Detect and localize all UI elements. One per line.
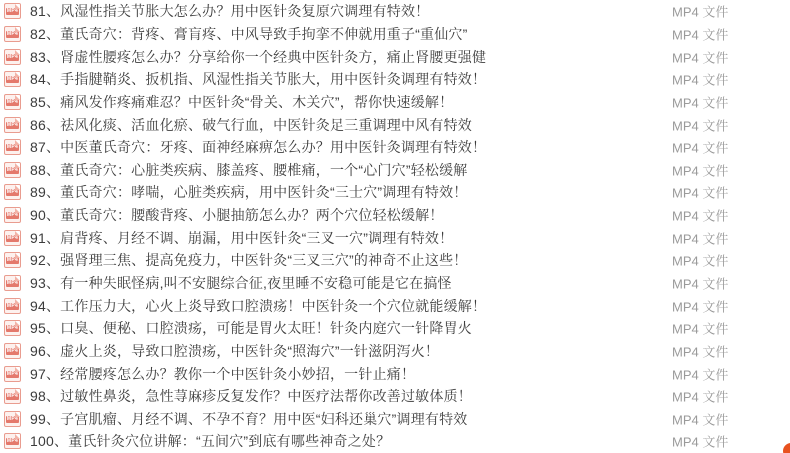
file-title[interactable]: 83、肾虚性腰疼怎么办？分享给你一个经典中医针灸方，痛止肾腰更强健 (30, 48, 487, 65)
file-type-label: MP4 文件 (672, 231, 729, 247)
file-title[interactable]: 85、痛风发作疼痛难忍？中医针灸“骨关、木关穴”，帮你快速缓解！ (30, 93, 454, 110)
mp4-file-icon (4, 162, 21, 178)
mp4-file-icon (4, 343, 21, 359)
mp4-file-icon (4, 388, 21, 404)
file-title[interactable]: 96、虚火上炎，导致口腔溃疡，中医针灸“照海穴”一针滋阴泻火！ (30, 342, 440, 359)
folded-corner (15, 367, 20, 372)
list-item[interactable] (0, 317, 790, 340)
mp4-file-icon (4, 252, 21, 268)
folded-corner (15, 412, 20, 417)
file-type-label: MP4 文件 (672, 185, 729, 201)
mp4-icon-badge: MP4 (6, 121, 19, 128)
mp4-icon-badge: MP4 (6, 280, 19, 286)
file-title[interactable]: 98、过敏性鼻炎，急性荨麻疹反复发作？中医疗法帮你改善过敏体质！ (30, 388, 472, 405)
mp4-icon-badge: MP4 (6, 438, 19, 445)
mp4-icon-badge: MP4 (6, 212, 19, 219)
file-type-label: MP4 文件 (672, 118, 729, 134)
list-item[interactable] (0, 158, 790, 181)
file-title[interactable]: 87、中医董氏奇穴：牙疼、面神经麻痹怎么办？用中医针灸调理有特效！ (30, 139, 487, 156)
mp4-file-icon (4, 3, 21, 19)
folded-corner (15, 72, 20, 77)
file-title[interactable]: 99、子宫肌瘤、月经不调、不孕不育？用中医“妇科还巢穴”调理有特效 (30, 410, 468, 427)
file-type-label: MP4 文件 (672, 299, 729, 315)
file-title[interactable]: 92、强肾理三焦、提高免疫力，中医针灸“三叉三穴”的神奇不止这些！ (30, 252, 468, 269)
mp4-icon-badge: MP4 (6, 76, 19, 83)
file-title[interactable]: 97、经常腰疼怎么办？教你一个中医针灸小妙招，一针止痛！ (30, 365, 416, 382)
mp4-file-icon (4, 117, 21, 133)
list-item[interactable] (0, 340, 790, 363)
list-item[interactable] (0, 294, 790, 317)
folded-corner (15, 389, 20, 394)
file-type-label: MP4 文件 (672, 253, 729, 269)
list-item[interactable] (0, 408, 790, 431)
list-item[interactable] (0, 385, 790, 408)
mp4-file-icon (4, 433, 21, 449)
file-title[interactable]: 95、口臭、便秘、口腔溃疡，可能是胃火太旺！针灸内庭穴一针降胃火 (30, 320, 472, 337)
mp4-icon-badge: MP4 (6, 393, 19, 400)
file-type-label: MP4 文件 (672, 4, 729, 20)
folded-corner (15, 321, 20, 326)
list-item[interactable] (0, 136, 790, 159)
mp4-icon-badge: MP4 (6, 166, 19, 173)
mp4-file-icon (4, 26, 21, 42)
folded-corner (15, 95, 20, 100)
file-type-label: MP4 文件 (672, 95, 729, 111)
file-title[interactable]: 100、董氏针灸穴位讲解：“五间穴”到底有哪些神奇之处？ (30, 433, 391, 450)
list-item[interactable] (0, 430, 790, 453)
folded-corner (15, 140, 20, 145)
file-title[interactable]: 86、祛风化痰、活血化瘀、破气行血，中医针灸足三重调理中风有特效 (30, 116, 472, 133)
list-item[interactable] (0, 91, 790, 114)
mp4-icon-badge: MP4 (6, 189, 19, 196)
folded-corner (15, 118, 20, 123)
file-title[interactable]: 88、董氏奇穴：心脏类疾病、膝盖疼、腰椎痛，一个“心门穴”轻松缓解 (30, 161, 468, 178)
folded-corner (15, 344, 20, 349)
mp4-icon-badge: MP4 (6, 257, 19, 264)
list-item[interactable] (0, 362, 790, 385)
mp4-icon-badge: MP4 (6, 234, 19, 241)
list-item[interactable] (0, 23, 790, 46)
mp4-icon-badge: MP4 (6, 30, 19, 37)
mp4-icon-badge: MP4 (6, 370, 19, 377)
mp4-file-icon (4, 275, 21, 291)
file-type-label: MP4 文件 (672, 276, 729, 292)
file-type-label: MP4 文件 (672, 208, 729, 224)
mp4-icon-badge: MP4 (6, 53, 19, 60)
mp4-file-icon (4, 411, 21, 427)
mp4-file-icon (4, 49, 21, 65)
mp4-icon-badge: MP4 (6, 415, 19, 422)
file-type-label: MP4 文件 (672, 27, 729, 43)
mp4-icon-badge: MP4 (6, 8, 19, 15)
file-title[interactable]: 94、工作压力大，心火上炎导致口腔溃疡！中医针灸一个穴位就能缓解！ (30, 297, 487, 314)
file-type-label: MP4 文件 (672, 412, 729, 428)
mp4-file-icon (4, 320, 21, 336)
mp4-file-icon (4, 230, 21, 246)
file-title[interactable]: 81、风湿性指关节胀大怎么办？用中医针灸复原穴调理有特效！ (30, 3, 430, 20)
folded-corner (15, 231, 20, 236)
list-item[interactable] (0, 226, 790, 249)
mp4-file-icon (4, 366, 21, 382)
file-type-label: MP4 文件 (672, 50, 729, 66)
folded-corner (15, 163, 20, 168)
list-item[interactable] (0, 204, 790, 227)
file-title[interactable]: 82、董氏奇穴：背疼、膏肓疼、中风导致手拘挛不伸就用重子“重仙穴” (30, 25, 468, 42)
mp4-icon-badge: MP4 (6, 302, 19, 309)
file-title[interactable]: 89、董氏奇穴：哮喘，心脏类疾病，用中医针灸“三士穴”调理有特效！ (30, 184, 468, 201)
list-item[interactable] (0, 113, 790, 136)
folded-corner (15, 208, 20, 213)
folded-corner (15, 276, 20, 281)
folded-corner (15, 299, 20, 304)
folded-corner (15, 50, 20, 55)
file-type-label: MP4 文件 (672, 140, 729, 156)
file-title[interactable]: 93、有一种失眠怪病,叫不安腿综合征,夜里睡不安稳可能是它在搞怪 (30, 275, 452, 291)
folded-corner (15, 253, 20, 258)
file-type-label: MP4 文件 (672, 344, 729, 360)
file-type-label: MP4 文件 (672, 72, 729, 88)
mp4-file-icon (4, 184, 21, 200)
mp4-icon-badge: MP4 (6, 98, 19, 105)
list-item[interactable] (0, 45, 790, 68)
mp4-file-icon (4, 139, 21, 155)
folded-corner (15, 434, 20, 439)
mp4-file-icon (4, 207, 21, 223)
file-title[interactable]: 84、手指腱鞘炎、扳机指、风湿性指关节胀大，用中医针灸调理有特效！ (30, 71, 487, 88)
list-item[interactable] (0, 249, 790, 272)
mp4-icon-badge: MP4 (6, 325, 19, 332)
mp4-icon-badge: MP4 (6, 347, 19, 354)
folded-corner (15, 185, 20, 190)
list-item[interactable] (0, 181, 790, 204)
folded-corner (15, 27, 20, 32)
mp4-file-icon (4, 298, 21, 314)
list-item[interactable] (0, 68, 790, 91)
mp4-file-icon (4, 71, 21, 87)
mp4-file-icon (4, 94, 21, 110)
file-title[interactable]: 90、董氏奇穴：腰酸背疼、小腿抽筋怎么办？两个穴位轻松缓解！ (30, 207, 444, 224)
file-type-label: MP4 文件 (672, 389, 729, 405)
file-type-label: MP4 文件 (672, 321, 729, 337)
folded-corner (15, 4, 20, 9)
list-item[interactable] (0, 0, 790, 23)
file-type-label: MP4 文件 (672, 163, 729, 179)
mp4-icon-badge: MP4 (6, 144, 19, 151)
file-title[interactable]: 91、肩背疼、月经不调、崩漏，用中医针灸“三叉一穴”调理有特效！ (30, 229, 454, 246)
list-item[interactable] (0, 272, 790, 295)
file-type-label: MP4 文件 (672, 367, 729, 383)
file-type-label: MP4 文件 (672, 434, 729, 450)
